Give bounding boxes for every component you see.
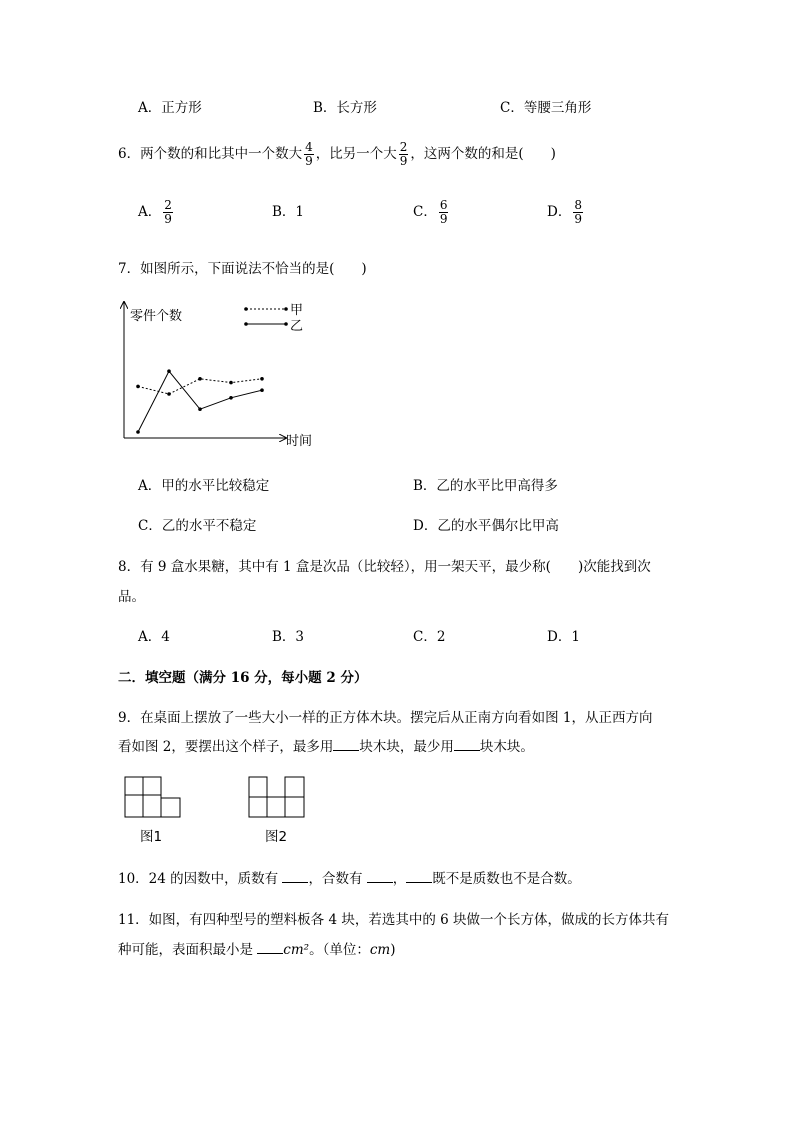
q7-option-c: C．乙的水平不稳定 (138, 518, 257, 534)
q9-figure-2 (248, 776, 308, 820)
q8-stem-line1: 8．有 9 盒水果糖，其中有 1 盒是次品（比较轻），用一架天平，最少称( )次能找到次 (118, 559, 651, 575)
q8-stem-line2: 品。 (118, 589, 145, 605)
q9-figure-2-label: 图2 (265, 829, 288, 845)
series-yi-point (198, 407, 202, 411)
series-yi-point (167, 369, 171, 373)
q8-option-b: B．3 (272, 629, 305, 645)
q5-option-a: A．正方形 (138, 100, 202, 116)
series-jia-point (229, 381, 233, 385)
q10-blank-neither[interactable] (406, 870, 432, 883)
q6-option-a: A． $\frac{2}{9}$ (138, 198, 172, 226)
q6-option-c: C． $\frac{6}{9}$ (413, 198, 448, 226)
series-jia-point (167, 392, 171, 396)
q9-line1: 9．在桌面上摆放了一些大小一样的正方体木块。摆完后从正南方向看如图 1，从正西方向 (118, 710, 653, 726)
legend-jia-label: 甲 (290, 303, 304, 318)
series-yi-point (136, 430, 140, 434)
q8-option-d: D．1 (547, 629, 580, 645)
q8-option-c: C．2 (413, 629, 446, 645)
q6-fraction-2: $\frac{2}{9}$ (399, 140, 408, 168)
q6-option-d: D． $\frac{8}{9}$ (547, 198, 582, 226)
q6-fraction-1: $\frac{4}{9}$ (305, 140, 313, 168)
q5-option-c: C．等腰三角形 (500, 100, 592, 116)
q7-option-b: B．乙的水平比甲高得多 (413, 478, 558, 494)
series-yi-point (260, 388, 264, 392)
q7-line-chart (110, 296, 325, 452)
q11-line2: 种可能，表面积最小是 cm²。（单位：cm) (118, 942, 396, 958)
legend-yi-label: 乙 (290, 319, 304, 334)
q7-option-a: A．甲的水平比较稳定 (138, 478, 270, 494)
q9-line2: 看如图 2，要摆出这个样子，最多用 块木块，最少用 块木块。 (118, 739, 534, 755)
series-jia-point (260, 377, 264, 381)
series-jia-point (198, 377, 202, 381)
series-yi-point (229, 396, 233, 400)
q10-stem: 10．24 的因数中，质数有 ，合数有 ， 既不是质数也不是合数。 (118, 871, 581, 887)
q10-blank-primes[interactable] (282, 870, 308, 883)
q11-line1: 11．如图，有四种型号的塑料板各 4 块，若选其中的 6 块做一个长方体，做成的长方体共有 (118, 912, 670, 928)
q9-blank-min[interactable] (454, 738, 480, 751)
series-jia-point (136, 385, 140, 389)
q10-blank-composites[interactable] (367, 870, 393, 883)
q6-option-b: B．1 (272, 204, 305, 220)
x-axis-label: 时间 (286, 434, 313, 449)
q6-stem: 6．两个数的和比其中一个数大 $\frac{4}{9}$ ，比另一个大 $\frac{2}{9}$ ，这两个数的和是( ) (118, 140, 556, 168)
q9-figure-1-label: 图1 (140, 829, 163, 845)
q7-option-d: D．乙的水平偶尔比甲高 (413, 518, 559, 534)
series-jia-line (138, 379, 262, 394)
q11-blank-area[interactable] (257, 941, 283, 954)
q7-stem: 7．如图所示，下面说法不恰当的是( ) (118, 261, 367, 277)
q9-figure-1 (124, 776, 184, 820)
q5-option-b: B．长方形 (313, 100, 377, 116)
q8-option-a: A．4 (138, 629, 170, 645)
q9-blank-max[interactable] (333, 738, 359, 751)
section-2-heading: 二．填空题（满分 16 分，每小题 2 分） (118, 670, 368, 686)
y-axis-label: 零件个数 (130, 309, 183, 324)
